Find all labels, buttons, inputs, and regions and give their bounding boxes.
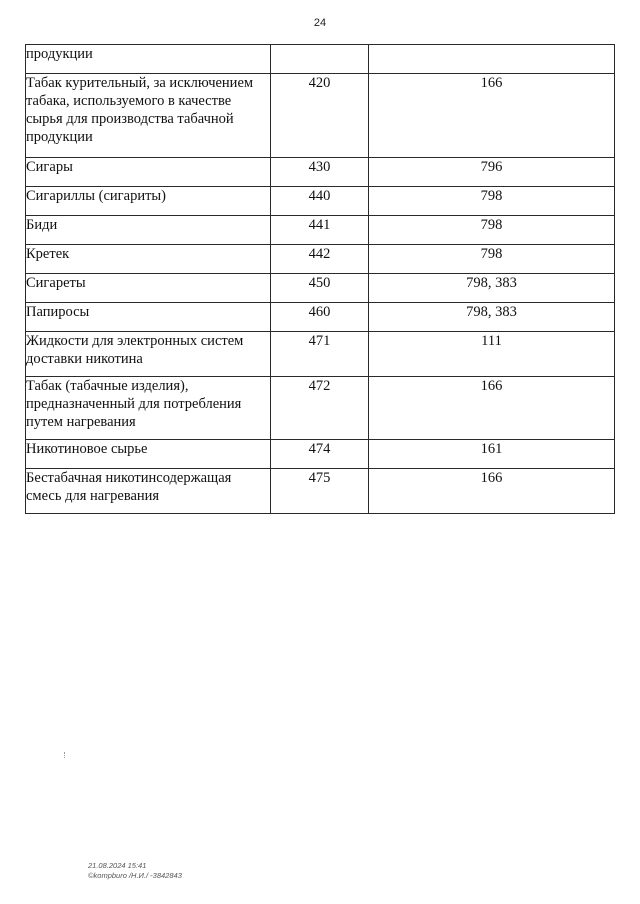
page-number: 24 — [313, 17, 327, 29]
row-code: 471 — [271, 332, 369, 377]
row-value: 798, 383 — [369, 303, 615, 332]
row-name: Жидкости для электронных систем доставки никотина — [26, 332, 271, 377]
row-code: 440 — [271, 187, 369, 216]
table-row — [26, 74, 615, 158]
table-row — [26, 245, 615, 274]
footer-date: 21.08.2024 15:41 — [88, 861, 147, 870]
row-code: 430 — [271, 158, 369, 187]
row-code: 441 — [271, 216, 369, 245]
scan-artifact — [64, 752, 67, 758]
table-row — [26, 377, 615, 440]
row-code: 460 — [271, 303, 369, 332]
row-code: 442 — [271, 245, 369, 274]
row-name: Папиросы — [26, 303, 271, 332]
row-code: 472 — [271, 377, 369, 440]
row-code: 475 — [271, 469, 369, 514]
row-name: Биди — [26, 216, 271, 245]
row-value: 111 — [369, 332, 615, 377]
row-value: 166 — [369, 377, 615, 440]
copyright-icon: © — [88, 871, 94, 880]
row-code: 474 — [271, 440, 369, 469]
row-value: 796 — [369, 158, 615, 187]
table-row — [26, 332, 615, 377]
row-value: 166 — [369, 74, 615, 158]
row-name: Сигариллы (сигариты) — [26, 187, 271, 216]
row-code — [271, 45, 369, 74]
footer-author-line — [88, 871, 182, 881]
table-row — [26, 45, 615, 74]
row-code: 420 — [271, 74, 369, 158]
row-name: Бестабачная никотинсодержащая смесь для нагревания — [26, 469, 271, 514]
row-name: Табак (табачные изделия), предназначенный для потребления путем нагревания — [26, 377, 271, 440]
table-row — [26, 216, 615, 245]
footer-author: kompburo /Н.И./ -3842843 — [93, 871, 182, 880]
document-table — [25, 44, 615, 514]
row-value: 161 — [369, 440, 615, 469]
row-value: 798 — [369, 245, 615, 274]
table-row — [26, 469, 615, 514]
row-name: Сигареты — [26, 274, 271, 303]
footer-stamp — [88, 861, 182, 881]
row-name: Кретек — [26, 245, 271, 274]
table-row — [26, 440, 615, 469]
table-row — [26, 303, 615, 332]
row-value: 798, 383 — [369, 274, 615, 303]
row-name: продукции — [26, 45, 271, 74]
row-code: 450 — [271, 274, 369, 303]
row-name: Табак курительный, за исключением табака, используемого в качестве сырья для производства табачной продукции — [26, 74, 271, 158]
table-row — [26, 274, 615, 303]
row-value: 798 — [369, 187, 615, 216]
row-value — [369, 45, 615, 74]
table-row — [26, 158, 615, 187]
row-name: Сигары — [26, 158, 271, 187]
row-value: 166 — [369, 469, 615, 514]
table-row — [26, 187, 615, 216]
row-name: Никотиновое сырье — [26, 440, 271, 469]
row-value: 798 — [369, 216, 615, 245]
